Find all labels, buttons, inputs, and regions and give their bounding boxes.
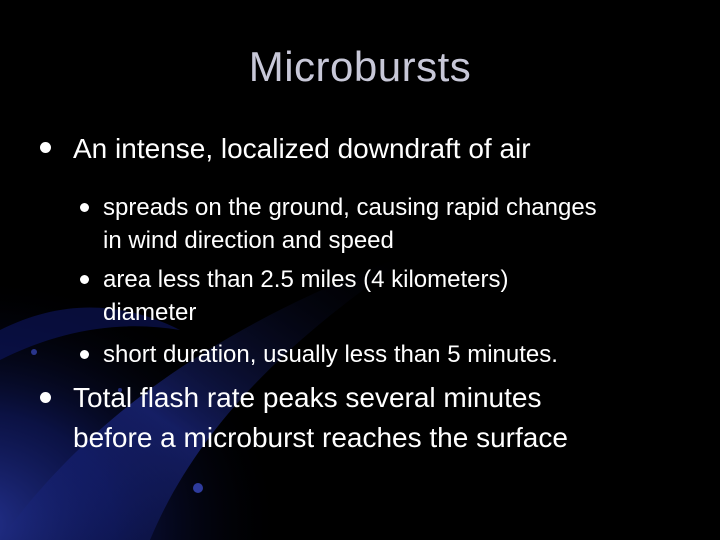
sub-bullet-text-continued: in wind direction and speed <box>103 227 394 254</box>
sub-bullet-dot <box>80 275 89 284</box>
slide-title: Microbursts <box>248 43 472 90</box>
sub-bullet-dot <box>80 350 89 359</box>
sub-bullet-text: short duration, usually less than 5 minutes. <box>103 341 558 368</box>
sub-bullet-text: spreads on the ground, causing rapid changes <box>103 194 597 221</box>
bullet-dot <box>40 142 51 153</box>
bullet-text: An intense, localized downdraft of air <box>73 133 531 164</box>
sub-bullet-text: area less than 2.5 miles (4 kilometers) <box>103 266 509 293</box>
bullet-dot <box>40 392 51 403</box>
bullet-text-continued: before a microburst reaches the surface <box>73 422 568 453</box>
bullet-text: Total flash rate peaks several minutes <box>73 382 542 413</box>
sub-bullet-dot <box>80 203 89 212</box>
sub-bullet-text-continued: diameter <box>103 299 197 326</box>
